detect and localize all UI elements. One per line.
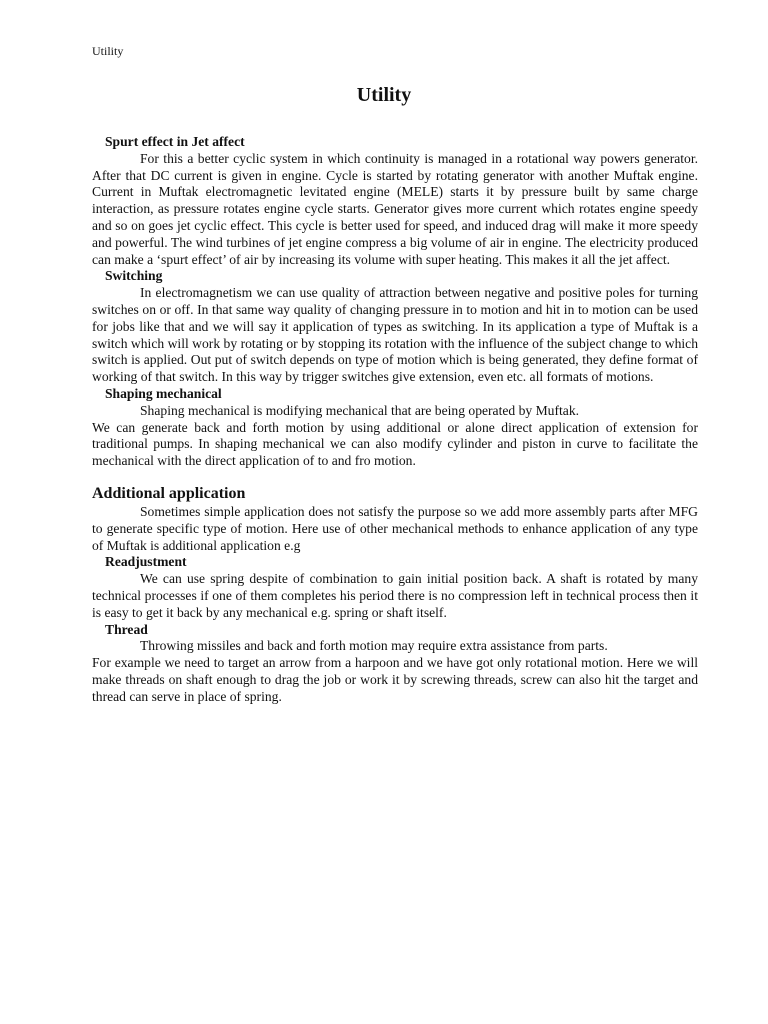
paragraph-additional: Sometimes simple application does not satisfy the purpose so we add more assembly parts after MFG to generate specific type of motion. Here use of other mechanical methods to enhance application of any type of Muftak is additional application e.g [92,503,698,553]
section-heading-readjustment: Readjustment [105,554,187,570]
paragraph-switching: In electromagnetism we can use quality of attraction between negative and positive poles for turning switches on or off. In that same way quality of changing pressure in to motion and hit in to motion can be used for jobs like that and we will say it application of types as switching. In its application a type of Muftak is a switch which will work by rotating or by stopping its rotation with the influence of the subject change to which switch is applied. Out put of switch depends on type of motion which is being generated, they define format of working of that switch. In this way by trigger switches give extension, even etc. all formats of motions. [92,285,698,385]
paragraph-thread-1: Throwing missiles and back and forth motion may require extra assistance from parts. [140,638,608,654]
paragraph-thread-2: For example we need to target an arrow from a harpoon and we have got only rotational motion. Here we will make threads on shaft enough to drag the job or work it by screwing threads, screw can also hit the target and thread can serve in place of spring. [92,655,698,704]
document-body [92,134,698,706]
document-title: Utility [356,84,412,106]
section-heading-switching: Switching [105,268,163,284]
section-heading-thread: Thread [105,621,148,637]
section-heading-shaping: Shaping mechanical [105,385,222,401]
paragraph-spurt: For this a better cyclic system in which continuity is managed in a rotational way powers generator. After that DC current is given in engine. Cycle is started by rotating generator with another Muftak engine. Current in Muftak electromagnetic levitated engine (MELE) starts it by pressure built by same charge interaction, as pressure rotates engine cycle starts. Generator gives more current which rotates engine speedy and so on goes jet cyclic effect. This cycle is better used for speed, and induced drag will make it more speedy and powerful. The wind turbines of jet engine compress a big volume of air in engine. The electricity produced can make a ‘spurt effect’ of air by increasing its volume with super heating. This makes it all the jet affect. [92,150,698,267]
section-heading-spurt: Spurt effect in Jet affect [105,134,245,149]
paragraph-shaping-1: Shaping mechanical is modifying mechanical that are being operated by Muftak. [140,402,580,418]
paragraph-readjustment: We can use spring despite of combination to gain initial position back. A shaft is rotated by many technical processes if one of them completes his period there is no compression left in technical process then it is easy to get it back by any mechanical e.g. spring or shaft itself. [92,571,698,620]
paragraph-shaping-2: We can generate back and forth motion by using additional or alone direct application of extension for traditional pumps. In shaping mechanical we can also modify cylinder and piston in curve to facilitate the mechanical with the direct application of to and fro motion. [92,419,698,469]
running-header: Utility [92,44,124,58]
heading-additional-application: Additional application [92,484,246,502]
